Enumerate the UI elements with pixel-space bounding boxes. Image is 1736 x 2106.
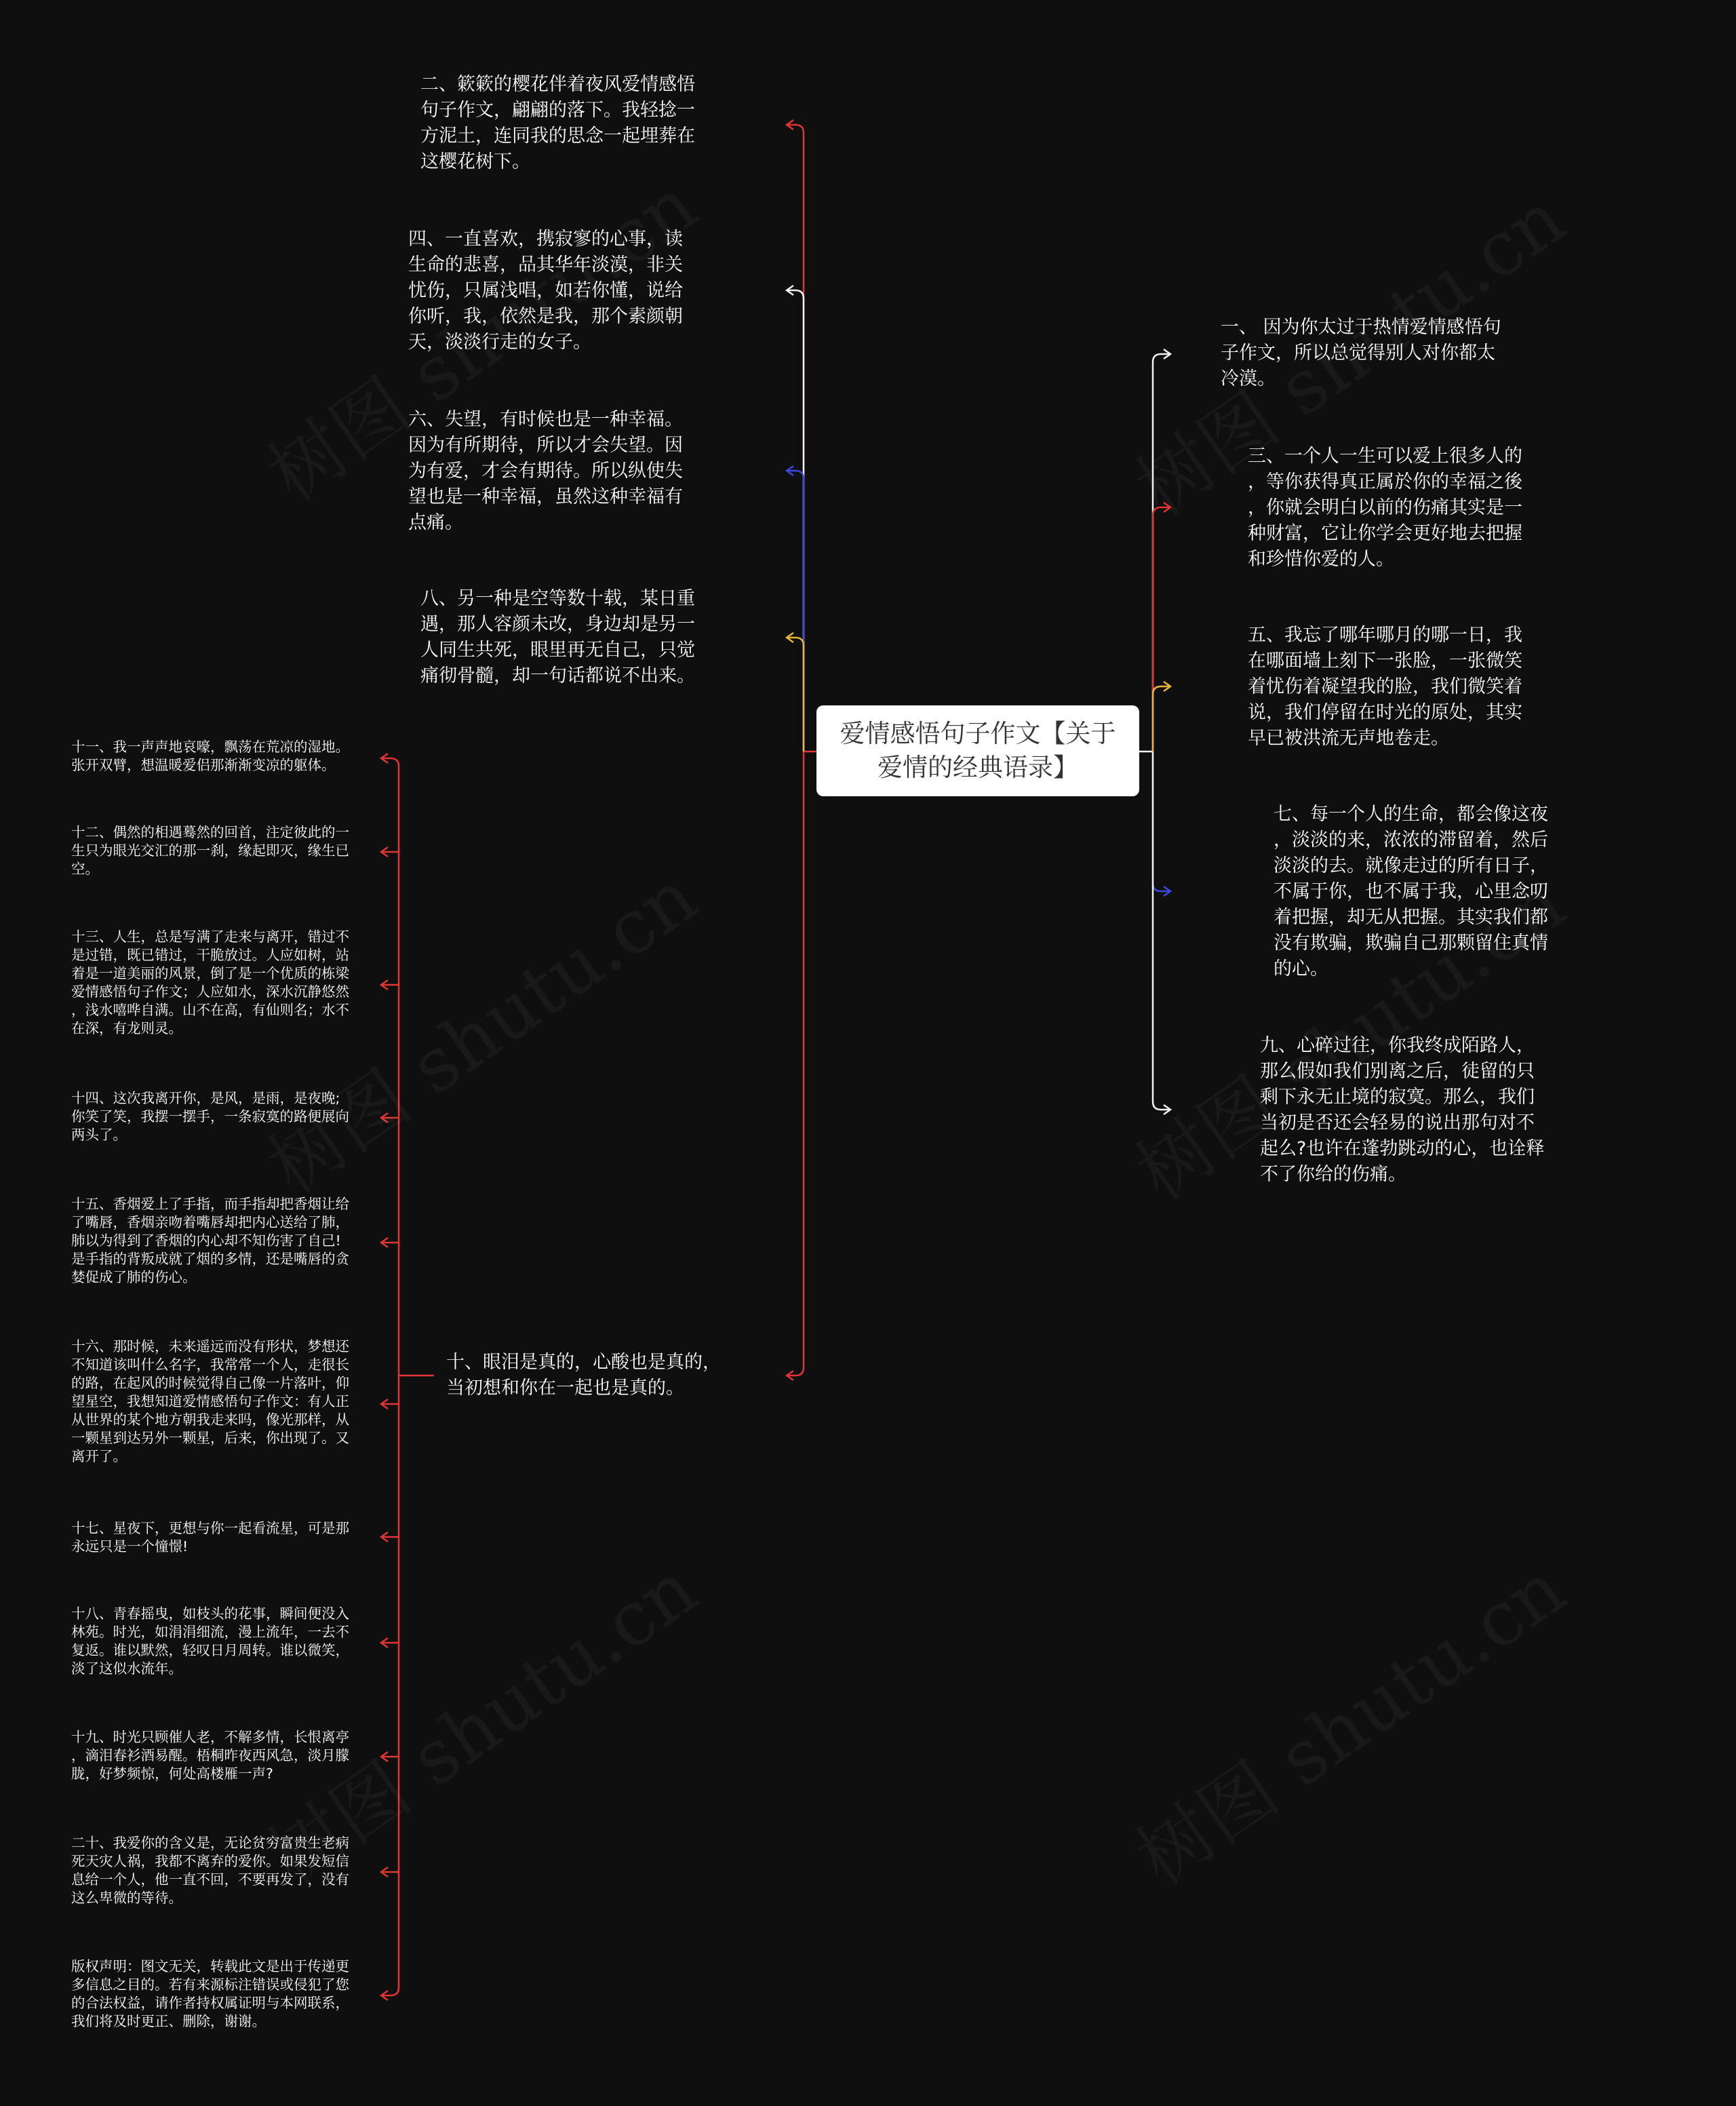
sub-branch-node[interactable]: 十三、人生，总是写满了走来与离开，错过不 是过错，既已错过，干脆放过。人应如树，站 着是一道美丽的风景，倒了是一个优质的栋梁 爱情感悟句子作文；人应如水，深水沉静悠然 ，浅水嘻哗自满。山不在高，有仙则名；水不 在深，有龙则灵。 xyxy=(71,929,349,1036)
sub-branch-node[interactable]: 十五、香烟爱上了手指，而手指却把香烟让给 了嘴唇，香烟亲吻着嘴唇却把内心送给了肺， 肺以为得到了香烟的内心却不知伤害了自己! 是手指的背叛成就了烟的多情，还是嘴唇的贪 婪促成了肺的伤心。 xyxy=(71,1196,349,1285)
right-branch-node[interactable]: 五、我忘了哪年哪月的哪一日，我 在哪面墙上刻下一张脸，一张微笑 着忧伤着凝望我的脸，我们微笑着 说，我们停留在时光的原处，其实 早已被洪流无声地卷走。 xyxy=(1248,625,1522,749)
sub-branch-node[interactable]: 十七、星夜下，更想与你一起看流星，可是那 永远只是一个憧憬! xyxy=(71,1520,349,1555)
left-branch-node[interactable]: 十、眼泪是真的，心酸也是真的， 当初想和你在一起也是真的。 xyxy=(446,1352,721,1399)
sub-branch-node[interactable]: 版权声明：图文无关，转载此文是出于传递更 多信息之目的。若有来源标注错误或侵犯了您 的合法权益，请作者持权属证明与本网联系， 我们将及时更正、删除，谢谢。 xyxy=(71,1958,349,2029)
left-branch-node[interactable]: 六、失望，有时候也是一种幸福。 因为有所期待，所以才会失望。因 为有爱，才会有期待。所以纵使失 望也是一种幸福，虽然这种幸福有 点痛。 xyxy=(408,409,683,533)
sub-branch-node[interactable]: 十四、这次我离开你，是风，是雨，是夜晚; 你笑了笑，我摆一摆手，一条寂寞的路便展向 两头了。 xyxy=(71,1090,349,1143)
sub-branch-node[interactable]: 二十、我爱你的含义是，无论贫穷富贵生老病 死天灾人祸，我都不离弃的爱你。如果发短信 息给一个人，他一直不回，不要再发了，没有 这么卑微的等待。 xyxy=(71,1835,349,1906)
sub-branch-node[interactable]: 十二、偶然的相遇蓦然的回首，注定彼此的一 生只为眼光交汇的那一刹，缘起即灭，缘生已 空。 xyxy=(71,824,349,877)
root-label: 爱情感悟句子作文【关于 爱情的经典语录】 xyxy=(840,719,1116,782)
right-branch-node[interactable]: 三、一个人一生可以爱上很多人的 ，等你获得真正属於你的幸福之後 ，你就会明白以前的伤痛其实是一 种财富，它让你学会更好地去把握 和珍惜你爱的人。 xyxy=(1248,446,1522,570)
sub-branch-node[interactable]: 十八、青春摇曳，如枝头的花事，瞬间便没入 林苑。时光，如涓涓细流，漫上流年，一去不 复返。谁以默然，轻叹日月周转。谁以微笑， 淡了这似水流年。 xyxy=(71,1605,349,1677)
right-branch-node[interactable]: 七、每一个人的生命，都会像这夜 ，淡淡的来，浓浓的滞留着，然后 淡淡的去。就像走过的所有日子， 不属于你，也不属于我，心里念叨 着把握，却无从把握。其实我们都 没有欺骗，欺骗自己那颗留住真情 的心。 xyxy=(1274,804,1548,979)
sub-branch-node[interactable]: 十一、我一声声地哀嚎，飘荡在荒凉的湿地。 张开双臂，想温暖爱侣那渐渐变凉的躯体。 xyxy=(71,739,349,773)
left-branch-node[interactable]: 八、另一种是空等数十载，某日重 遇，那人容颜未改，身边却是另一 人同生共死，眼里再无自己，只觉 痛彻骨髓，却一句话都说不出来。 xyxy=(420,588,695,686)
root-node[interactable] xyxy=(816,705,1139,796)
sub-branch-node[interactable]: 十九、时光只顾催人老，不解多情，长恨离亭 ，滴泪春衫酒易醒。梧桐昨夜西风急，淡月朦 胧，好梦频惊，何处高楼雁一声? xyxy=(71,1729,349,1782)
left-branch-node[interactable]: 二、簌簌的樱花伴着夜风爱情感悟 句子作文，翩翩的落下。我轻捻一 方泥土，连同我的思念一起埋葬在 这樱花树下。 xyxy=(420,74,695,172)
left-branch-node[interactable]: 四、一直喜欢，携寂寥的心事，读 生命的悲喜，品其华年淡漠，非关 忧伤，只属浅唱，如若你懂，说给 你听，我，依然是我，那个素颜朝 天，淡淡行走的女子。 xyxy=(408,229,683,353)
right-branch-node[interactable]: 九、心碎过往，你我终成陌路人， 那么假如我们别离之后，徒留的只 剩下永无止境的寂寞。那么，我们 当初是否还会轻易的说出那句对不 起么?也许在蓬勃跳动的心，也诠释 不了你给的伤痛。 xyxy=(1260,1035,1545,1185)
sub-branch-node[interactable]: 十六、那时候，未来遥远而没有形状，梦想还 不知道该叫什么名字，我常常一个人，走很长 的路，在起风的时候觉得自己像一片落叶，仰 望星空，我想知道爱情感悟句子作文：有人正 从世界的某个地方朝我走来吗，像光那样，从 一颗星到达另外一颗星，后来，你出现了。又 离开了。 xyxy=(71,1338,349,1464)
right-branch-node[interactable]: 一、 因为你太过于热情爱情感悟句 子作文，所以总觉得别人对你都太 冷漠。 xyxy=(1221,317,1501,389)
